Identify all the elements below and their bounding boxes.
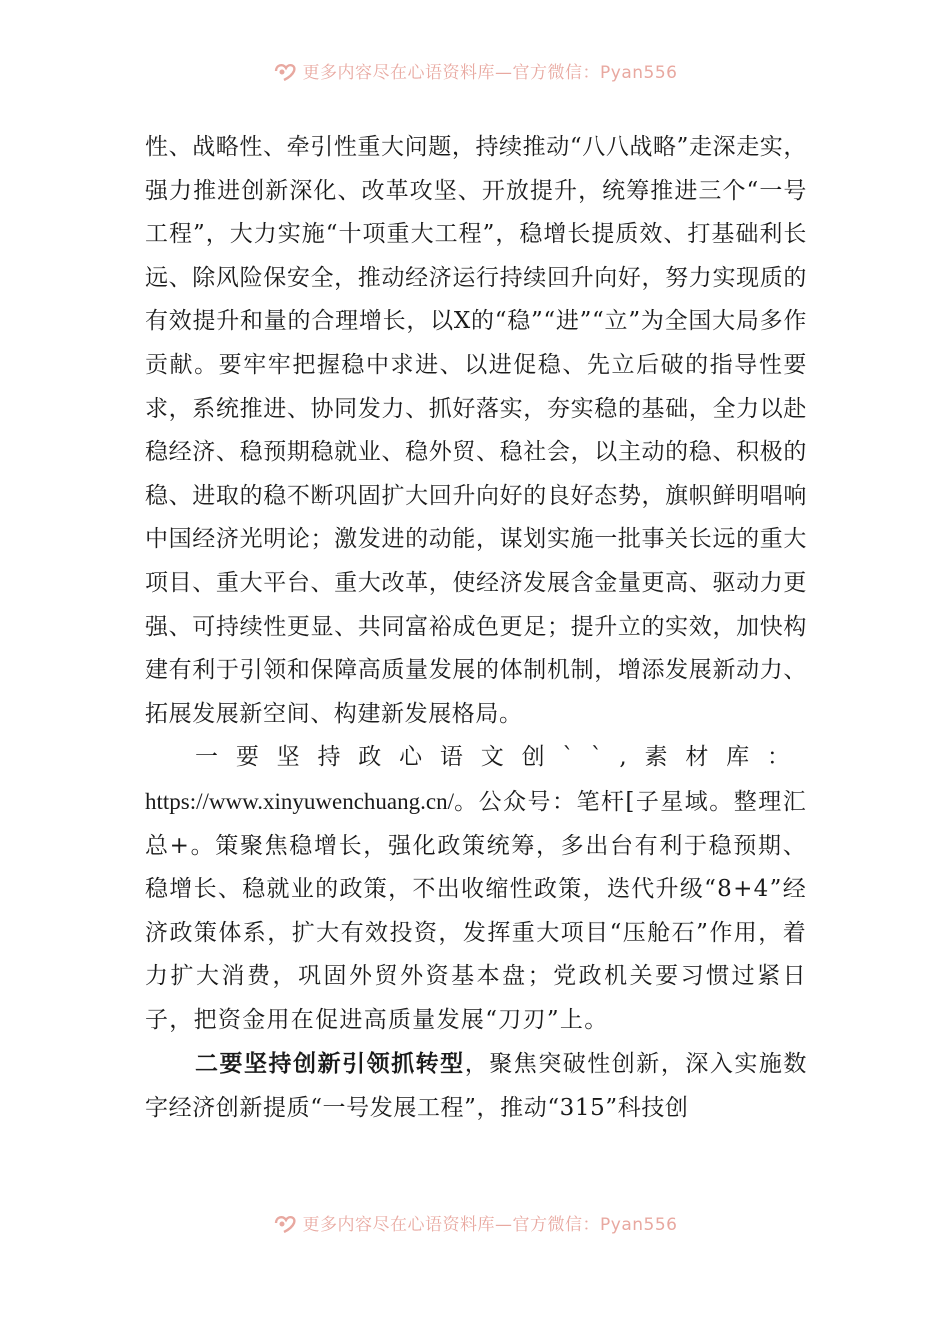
paragraph-point-one (145, 736, 807, 1042)
footer-watermark (0, 1210, 950, 1235)
watermark-logo-icon (273, 61, 299, 81)
point-one-body: 。公众号：笔杆[子星域。整理汇总+。策聚焦稳增长，强化政策统筹，多出台有利于稳预期、稳增长、稳就业的政策，不出收缩性政策，迭代升级“8+4”经济政策体系，扩大有效投资，发挥重大项目“压舱石”作用，着力扩大消费，巩固外贸外资基本盘；党政机关要习惯过紧日子，把资金用在促进高质量发展“刀刃”上。 (145, 788, 807, 1033)
point-two-heading: 二要坚持创新引领抓转型 (195, 1050, 465, 1078)
watermark-logo-icon (273, 1213, 299, 1233)
point-two-body: ，聚焦突破性创新，深入实施数字经济创新提质“一号发展工程”，推动“315”科技创 (145, 1051, 807, 1122)
watermark-text: 更多内容尽在心语资料库—官方微信：Pyan556 (302, 63, 678, 83)
document-body (145, 126, 807, 1131)
point-one-lead: 一要坚持政心语文创``,素材库： (195, 744, 807, 771)
source-url-link[interactable]: https://www.xinyuwenchuang.cn/ (145, 788, 454, 814)
header-watermark (0, 58, 950, 83)
paragraph-point-two (145, 1042, 807, 1130)
watermark-text: 更多内容尽在心语资料库—官方微信：Pyan556 (302, 1215, 678, 1235)
paragraph-continuation: 性、战略性、牵引性重大问题，持续推动“八八战略”走深走实，强力推进创新深化、改革攻坚、开放提升，统筹推进三个“一号工程”，大力实施“十项重大工程”，稳增长提质效、打基础利长远、除风险保安全，推动经济运行持续回升向好，努力实现质的有效提升和量的合理增长，以X的“稳”“进”“立”为全国大局多作贡献。要牢牢把握稳中求进、以进促稳、先立后破的指导性要求，系统推进、协同发力、抓好落实，夯实稳的基础，全力以赴稳经济、稳预期稳就业、稳外贸、稳社会，以主动的稳、积极的稳、进取的稳不断巩固扩大回升向好的良好态势，旗帜鲜明唱响中国经济光明论；激发进的动能，谋划实施一批事关长远的重大项目、重大平台、重大改革，使经济发展含金量更高、驱动力更强、可持续性更显、共同富裕成色更足；提升立的实效，加快构建有利于引领和保障高质量发展的体制机制，增添发展新动力、拓展发展新空间、构建新发展格局。 (145, 134, 807, 727)
